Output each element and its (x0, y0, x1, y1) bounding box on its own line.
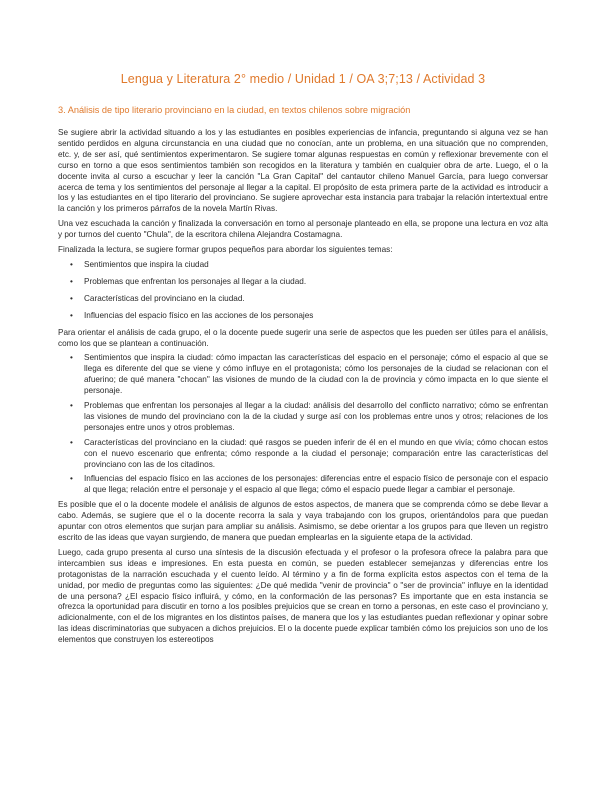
list-item: • Influencias del espacio físico en las acciones de los personajes (84, 311, 548, 322)
list-item: • Problemas que enfrentan los personajes al llegar a la ciudad. (84, 277, 548, 288)
list-item: • Características del provinciano en la ciudad: qué rasgos se pueden inferir de él en el mundo en que vivía; cómo chocan estos con el nuevo escenario que enfrenta; cómo responde a la ciudad el personaje; comparación entre las características del provinciano con las de los citadinos. (84, 438, 548, 471)
paragraph-reading: Una vez escuchada la canción y finalizada la conversación en torno al personaje planteado en ella, se propone una lectura en voz alta y por turnos del cuento "Chula", de la escritora chilena Alejandra Costamagna. (58, 219, 548, 240)
paragraph-modeling: Es posible que el o la docente modele el análisis de algunos de estos aspectos, de manera que se comprenda cómo se debe llevar a cabo. Además, se sugiere que el o la docente recorra la sala y vaya trabajando con los grupos, orientándolos para que puedan apuntar con otros elementos que surjan para ampliar su análisis. Asimismo, se debe orientar a los grupos para que lleven un registro escrito de las ideas que vayan surgiendo, de manera que puedan emplearlas en la siguiente etapa de la actividad. (58, 500, 548, 542)
list-item: • Características del provinciano en la ciudad. (84, 294, 548, 305)
aspect-list (58, 353, 548, 496)
list-item: • Sentimientos que inspira la ciudad (84, 260, 548, 271)
paragraph-orientation: Para orientar el análisis de cada grupo, el o la docente puede sugerir una serie de aspectos que les pueden ser útiles para el análisis, como los que se plantean a continuación. (58, 327, 548, 348)
section-heading: 3. Análisis de tipo literario provinciano en la ciudad, en textos chilenos sobre migración (58, 105, 411, 115)
topic-list (58, 260, 548, 322)
list-item: • Sentimientos que inspira la ciudad: cómo impactan las características del espacio en el personaje; cómo el espacio al que se llega es diferente del que se viene y cómo influye en el protagonista; cómo los personajes de la ciudad se relacionan con el afuerino; de qué manera "chocan" las visiones de mundo de la ciudad con la de provincia y cómo impacta en lo que siente el personaje. (84, 353, 548, 397)
document-title: Lengua y Literatura 2° medio / Unidad 1 / OA 3;7;13 / Actividad 3 (120, 72, 486, 86)
list-item: • Problemas que enfrentan los personajes al llegar a la ciudad: análisis del desarrollo del conflicto narrativo; cómo se enfrentan las visiones de mundo del provinciano con la de la ciudad y surge así con los problemas entre unos y otros; relaciones de los personajes entre unos y otros problemas. (84, 401, 548, 434)
document-body (58, 128, 548, 650)
paragraph-synthesis: Luego, cada grupo presenta al curso una síntesis de la discusión efectuada y el profesor o la profesora ofrece la palabra para que intercambien sus ideas e impresiones. En esta puesta en común, se pueden establecer semejanzas y diferencias entre los protagonistas de la narración escuchada y el cuento leído. Al término y a fin de forma explícita estos aspectos con el tema de la unidad, por medio de preguntas como las siguientes: ¿De qué medida "venir de provincia" o "ser de provincia" influye en la identidad de una persona? ¿El espacio físico influirá, y cómo, en la conformación de las personas? Es importante que en esta instancia se ofrezca la oportunidad para discutir en torno a los posibles prejuicios que se crean en torno a personas, en este caso el provinciano y, adicionalmente, con el de los migrantes en los distintos países, de manera que los y las estudiantes puedan reflexionar y opinar sobre las ideas discriminatorias que subyacen a dichos prejuicios. El o la docente puede explicar también cómo los prejuicios son uno de los elementos que construyen los estereotipos (58, 547, 548, 645)
paragraph-groups: Finalizada la lectura, se sugiere formar grupos pequeños para abordar los siguientes temas: (58, 245, 393, 255)
paragraph-intro: Se sugiere abrir la actividad situando a los y las estudiantes en posibles experiencias de infancia, preguntando si alguna vez se han sentido perdidos en alguna circunstancia en una ciudad que no conocían, ante un problema, en una situación que no comprenden, etc. y, de ser así, qué sentimientos experimentaron. Se sugiere tomar algunas respuestas en común y reflexionar brevemente con el curso en torno a que esos sentimientos también son recogidos en la literatura y también en cualquier obra de arte. Luego, el o la docente invita al curso a escuchar y leer la canción "La Gran Capital" del cantautor chileno Manuel García, para luego conversar acerca de tema y los sentimientos del personaje al llegar a la capital. El propósito de esta primera parte de la actividad es introducir a los y las estudiantes en el tipo literario del provinciano. Se sugiere aprovechar esta instancia para trabajar la relación intertextual entre la canción y los primeros párrafos de la novela Martín Rivas. (58, 128, 548, 214)
list-item: • Influencias del espacio físico en las acciones de los personajes: diferencias entre el espacio físico de personaje con el espacio al que llega; relación entre el personaje y el espacio al que llega; cómo el espacio puede llegar a cambiar el personaje. (84, 474, 548, 496)
